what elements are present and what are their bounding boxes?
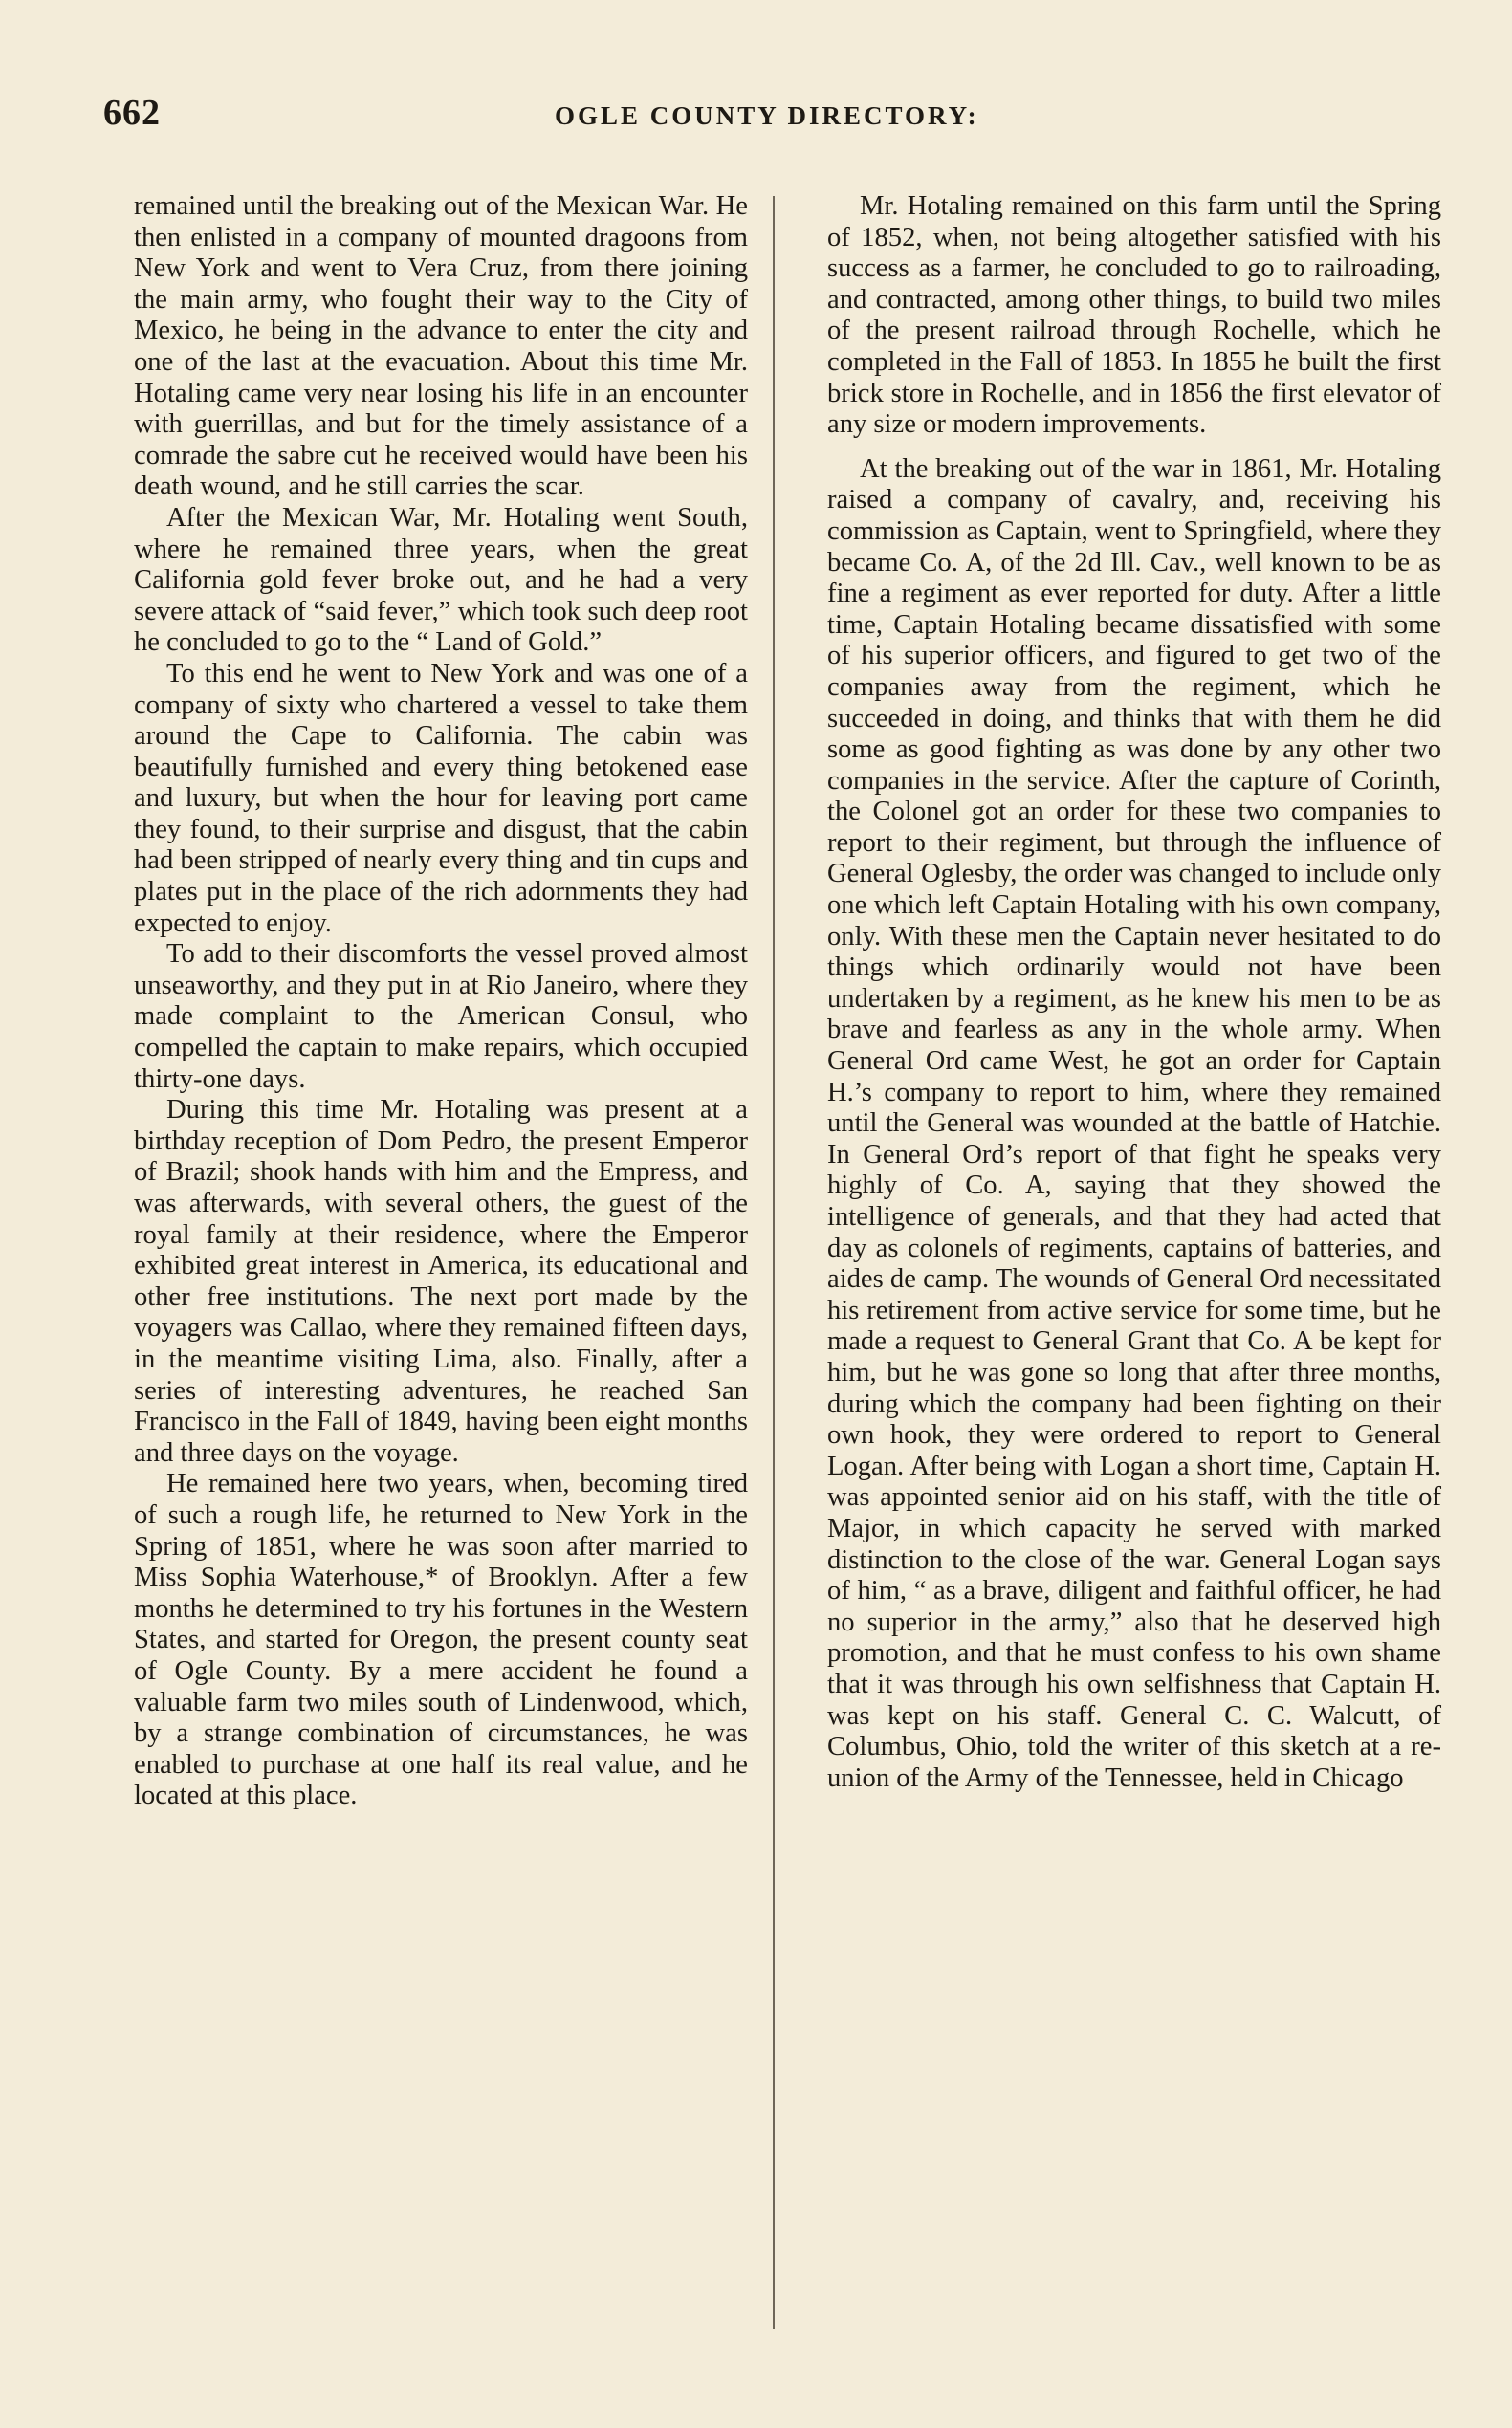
left-column <box>134 191 748 1812</box>
paragraph: Mr. Hotaling remained on this farm until the Spring of 1852, when, not being altogether satisfied with his success as a farmer, he concluded to go to railroading, and contracted, among other things, to build two miles of the present railroad through Rochelle, which he completed in the Fall of 1853. In 1855 he built the first brick store in Rochelle, and in 1856 the first elevator of any size or modern improvements. <box>827 191 1441 440</box>
column-divider <box>773 196 775 2329</box>
paragraph: At the breaking out of the war in 1861, Mr. Hotaling raised a company of cavalry, and, receiving his commission as Captain, went to Springfield, where they became Co. A, of the 2d Ill. Cav., well known to be as fine a regiment as ever reported for duty. After a little time, Captain Hotaling became dissatisfied with some of his superior officers, and figured to get two of the companies away from the regiment, which he succeeded in doing, and thinks that with them he did some as good fighting as was done by any other two companies in the service. After the capture of Corinth, the Colonel got an order for these two companies to report to their regiment, but through the influence of General Oglesby, the order was changed to include only one which left Captain Hotaling with his own company, only. With these men the Captain never hesitated to do things which ordinarily would not have been undertaken by a regiment, as he knew his men to be as brave and fearless as any in the whole army. When General Ord came West, he got an order for Captain H.’s company to report to him, where they remained until the General was wounded at the battle of Hatchie. In General Ord’s report of that fight he speaks very highly of Co. A, saying that they showed the intelligence of generals, and that they had acted that day as colonels of regiments, captains of batteries, and aides de camp. The wounds of General Ord necessitated his retirement from active service for some time, but he made a request to General Grant that Co. A be kept for him, but he was gone so long that after three months, during which the company had been fighting on their own hook, they were ordered to report to General Logan. After being with Logan a short time, Captain H. was appointed senior aid on his staff, with the title of Major, in which capacity he served with marked distinction to the close of the war. General Logan says of him, “ as a brave, diligent and faithful officer, he had no superior in the army,” also that he deserved high promotion, and that he must confess to his own shame that it was through his own selfishness that Captain H. was kept on his staff. General C. C. Walcutt, of Columbus, Ohio, told the writer of this sketch at a re-union of the Army of the Tennessee, held in Chicago <box>827 453 1441 1793</box>
paragraph: To this end he went to New York and was one of a company of sixty who chartered a vessel to take them around the Cape to California. The cabin was beautifully furnished and every thing betokened ease and luxury, but when the hour for leaving port came they found, to their surprise and disgust, that the cabin had been stripped of nearly every thing and tin cups and plates put in the place of the rich adornments they had expected to enjoy. <box>134 658 748 938</box>
paragraph: To add to their discomforts the vessel proved almost unseaworthy, and they put in at Rio Janeiro, where they made complaint to the American Consul, who compelled the captain to make repairs, which occupied thirty-one days. <box>134 939 748 1094</box>
right-column <box>827 191 1441 1794</box>
paragraph: He remained here two years, when, becoming tired of such a rough life, he returned to New York in the Spring of 1851, where he was soon after married to Miss Sophia Waterhouse,* of Brooklyn. After a few months he determined to try his fortunes in the Western States, and started for Oregon, the present county seat of Ogle County. By a mere accident he found a valuable farm two miles south of Lindenwood, which, by a strange combination of circumstances, he was enabled to purchase at one half its real value, and he located at this place. <box>134 1469 748 1811</box>
paragraph: During this time Mr. Hotaling was present at a birthday reception of Dom Pedro, the present Emperor of Brazil; shook hands with him and the Empress, and was afterwards, with several others, the guest of the royal family at their residence, where the Emperor exhibited great interest in America, its educational and other free institutions. The next port made by the voyagers was Callao, where they remained fifteen days, in the meantime visiting Lima, also. Finally, after a series of interesting adventures, he reached San Francisco in the Fall of 1849, having been eight months and three days on the voyage. <box>134 1095 748 1468</box>
running-title: OGLE COUNTY DIRECTORY: <box>555 101 979 130</box>
paragraph: remained until the breaking out of the Mexican War. He then enlisted in a company of mounted dragoons from New York and went to Vera Cruz, from there joining the main army, who fought their way to the City of Mexico, he being in the advance to enter the city and one of the last at the evacuation. About this time Mr. Hotaling came very near losing his life in an encounter with guerrillas, and but for the timely assistance of a comrade the sabre cut he received would have been his death wound, and he still carries the scar. <box>134 191 748 502</box>
page-header <box>103 92 1442 149</box>
paragraph: After the Mexican War, Mr. Hotaling went South, where he remained three years, when the great California gold fever broke out, and he had a very severe attack of “said fever,” which took such deep root he concluded to go to the “ Land of Gold.” <box>134 502 748 658</box>
page-number: 662 <box>103 93 161 133</box>
